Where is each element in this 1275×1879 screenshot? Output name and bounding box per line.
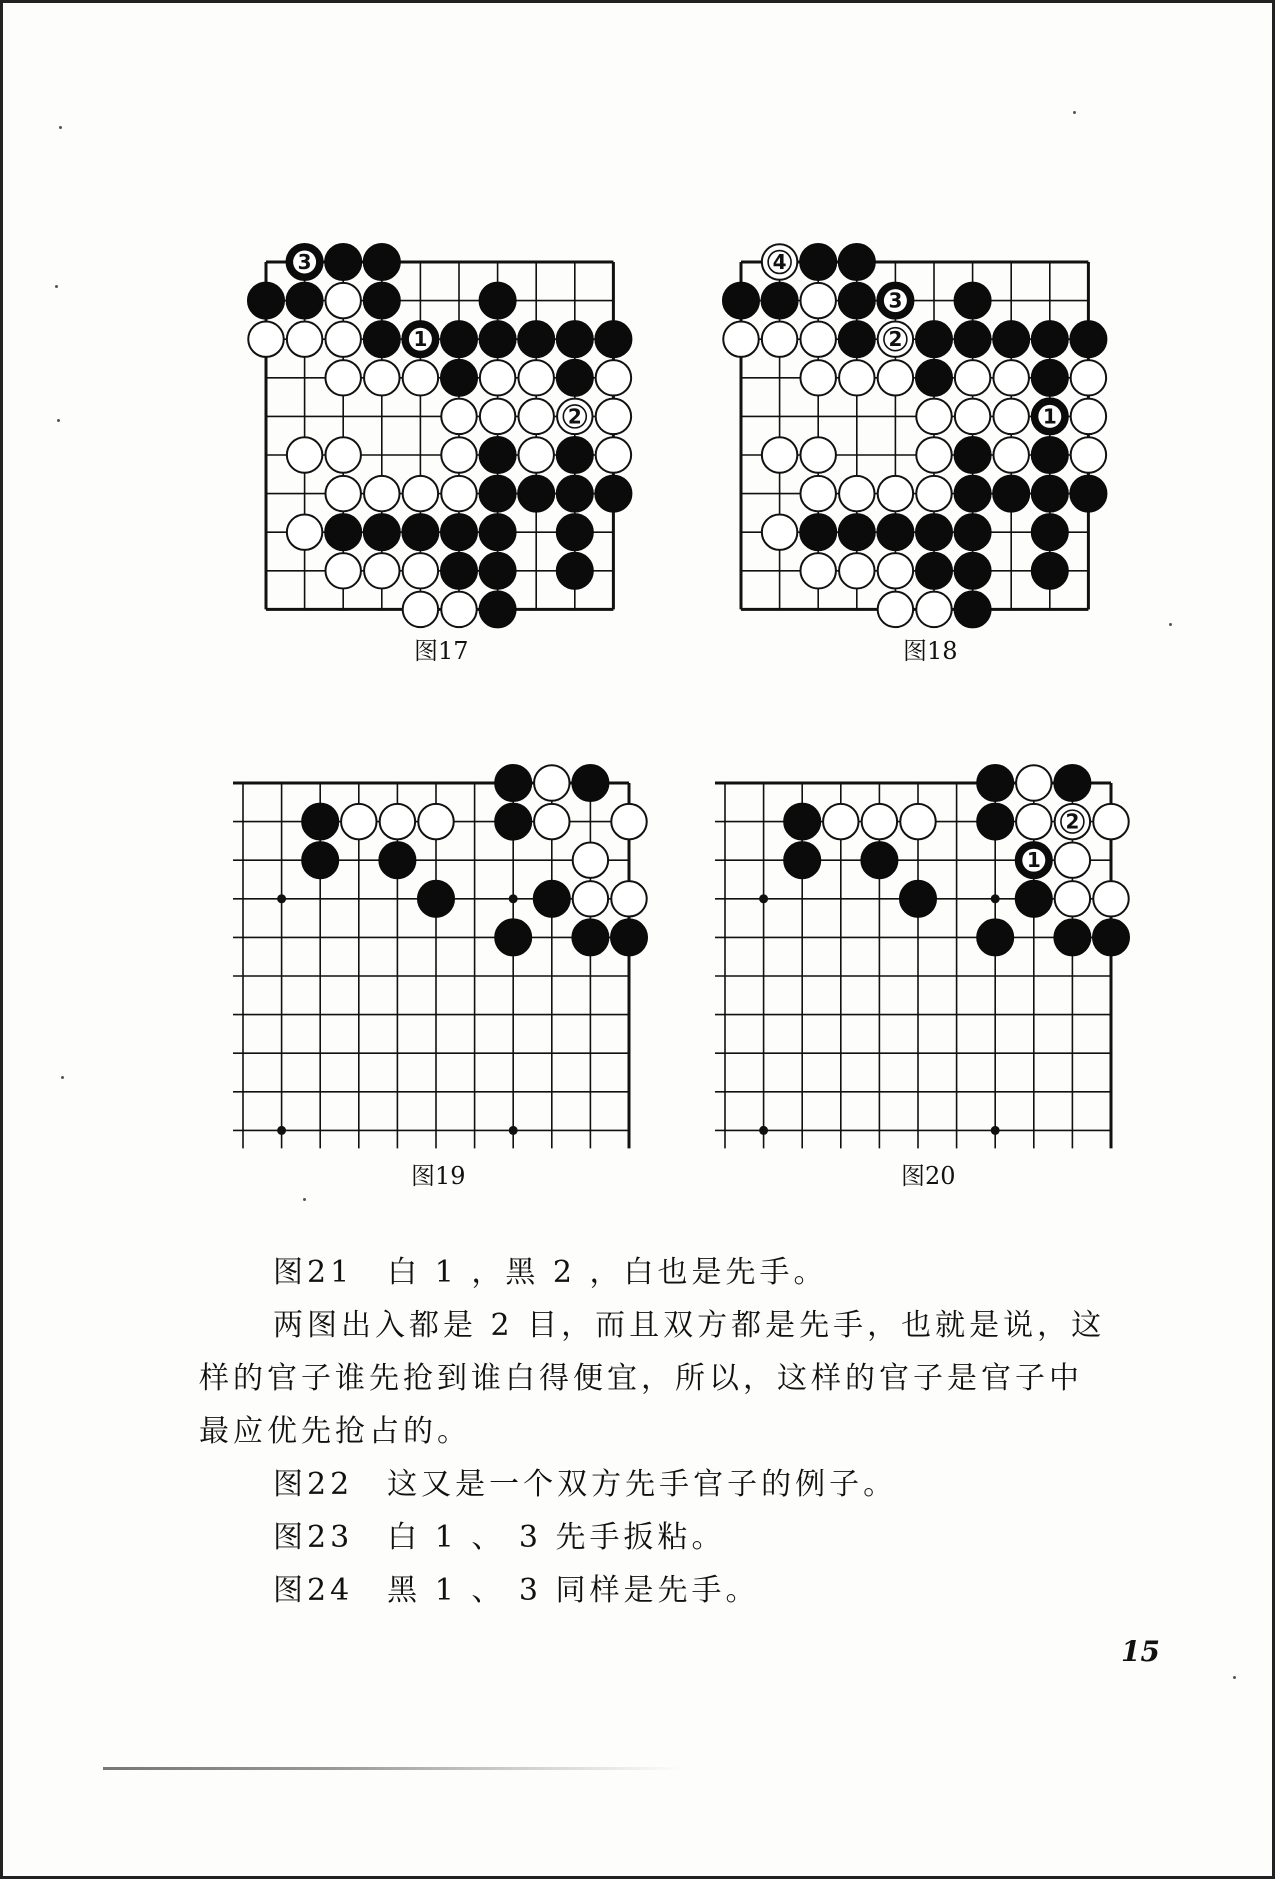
white-stone xyxy=(573,842,608,877)
move-number-label: 1 xyxy=(413,327,428,352)
figure-caption-19: 图19 xyxy=(411,1162,466,1190)
white-stone xyxy=(916,437,951,472)
black-stone xyxy=(954,514,991,551)
black-stone xyxy=(993,475,1030,512)
black-stone xyxy=(417,880,454,917)
black-stone xyxy=(1031,514,1068,551)
white-stone xyxy=(878,592,913,627)
black-stone xyxy=(572,919,609,956)
white-stone xyxy=(534,765,569,800)
move-number-label: 4 xyxy=(772,250,787,274)
star-point xyxy=(277,894,286,903)
white-stone xyxy=(800,553,835,588)
white-stone xyxy=(1071,360,1106,395)
star-point xyxy=(759,1126,768,1135)
black-stone xyxy=(1015,842,1052,879)
black-stone xyxy=(440,321,477,358)
white-stone xyxy=(993,360,1028,395)
white-stone xyxy=(1016,804,1051,839)
black-stone xyxy=(479,591,516,628)
black-stone xyxy=(479,475,516,512)
move-number-label: 2 xyxy=(1065,809,1080,834)
black-stone xyxy=(479,436,516,473)
go-diagram-fig17 xyxy=(246,240,646,630)
black-stone xyxy=(1015,880,1052,917)
black-stone xyxy=(977,919,1014,956)
white-stone xyxy=(1071,437,1106,472)
black-stone xyxy=(954,321,991,358)
black-stone xyxy=(1031,359,1068,396)
white-stone xyxy=(878,321,913,356)
black-stone xyxy=(800,514,837,551)
white-stone xyxy=(1016,765,1051,800)
white-stone xyxy=(325,283,360,318)
white-stone xyxy=(1093,881,1128,916)
black-stone xyxy=(379,842,416,879)
black-stone xyxy=(302,803,339,840)
black-stone xyxy=(495,919,532,956)
white-stone xyxy=(993,399,1028,434)
white-stone xyxy=(573,881,608,916)
white-stone xyxy=(862,804,897,839)
white-stone xyxy=(534,804,569,839)
paragraph-fig23: 图23 白 1 、 3 先手扳粘。 xyxy=(273,1520,726,1555)
black-stone xyxy=(915,552,952,589)
scan-speck xyxy=(303,1198,306,1201)
white-stone xyxy=(441,399,476,434)
black-stone xyxy=(915,514,952,551)
white-stone xyxy=(955,399,990,434)
white-stone xyxy=(248,321,283,356)
black-stone xyxy=(1031,475,1068,512)
figure-caption-20: 图20 xyxy=(901,1162,956,1190)
white-stone xyxy=(596,437,631,472)
black-stone xyxy=(722,282,759,319)
black-stone xyxy=(363,321,400,358)
black-stone xyxy=(761,282,798,319)
white-stone xyxy=(916,592,951,627)
black-stone xyxy=(440,552,477,589)
white-stone xyxy=(611,881,646,916)
go-diagram-fig20 xyxy=(713,761,1133,1161)
black-stone xyxy=(877,282,914,319)
white-stone xyxy=(403,476,438,511)
paragraph-explanation-line1: 两图出入都是 2 目，而且双方都是先手，也就是说，这 xyxy=(273,1308,1106,1343)
white-stone xyxy=(325,476,360,511)
star-point xyxy=(759,894,768,903)
black-stone xyxy=(838,243,875,280)
white-stone xyxy=(1093,804,1128,839)
black-stone xyxy=(556,359,593,396)
black-stone xyxy=(556,514,593,551)
scan-speck xyxy=(1073,111,1076,114)
white-stone xyxy=(518,399,553,434)
white-stone xyxy=(1055,842,1090,877)
black-stone xyxy=(518,475,555,512)
white-stone xyxy=(325,553,360,588)
star-point xyxy=(277,1126,286,1135)
white-stone xyxy=(418,804,453,839)
white-stone xyxy=(403,553,438,588)
move-number-label: 1 xyxy=(1026,848,1041,873)
black-stone xyxy=(1031,436,1068,473)
star-point xyxy=(509,1126,518,1135)
black-stone xyxy=(800,243,837,280)
paragraph-fig24: 图24 黑 1 、 3 同样是先手。 xyxy=(273,1573,760,1608)
scan-speck xyxy=(59,126,62,129)
paragraph-fig21: 图21 白 1 ，黑 2 ，白也是先手。 xyxy=(273,1255,828,1290)
paragraph-explanation-line3: 最应优先抢占的。 xyxy=(199,1414,471,1449)
star-point xyxy=(991,894,1000,903)
white-stone xyxy=(403,592,438,627)
move-number-label: 2 xyxy=(888,327,903,352)
page-number: 15 xyxy=(1121,1635,1160,1668)
white-stone xyxy=(596,399,631,434)
black-stone xyxy=(402,321,439,358)
black-stone xyxy=(954,552,991,589)
black-stone xyxy=(977,803,1014,840)
black-stone xyxy=(1054,919,1091,956)
black-stone xyxy=(954,282,991,319)
bottom-rule xyxy=(103,1767,683,1770)
star-point xyxy=(509,894,518,903)
black-stone xyxy=(495,803,532,840)
black-stone xyxy=(915,321,952,358)
white-stone xyxy=(723,321,758,356)
black-stone xyxy=(440,359,477,396)
black-stone xyxy=(977,764,1014,801)
white-stone xyxy=(878,553,913,588)
black-stone xyxy=(1070,475,1107,512)
move-number-label: 3 xyxy=(297,250,312,274)
black-stone xyxy=(556,475,593,512)
black-stone xyxy=(954,436,991,473)
white-stone xyxy=(993,437,1028,472)
white-stone xyxy=(1055,881,1090,916)
white-stone xyxy=(878,360,913,395)
white-stone xyxy=(878,476,913,511)
white-stone xyxy=(955,360,990,395)
white-stone xyxy=(480,399,515,434)
black-stone xyxy=(479,282,516,319)
white-stone xyxy=(364,476,399,511)
white-stone xyxy=(287,437,322,472)
black-stone xyxy=(556,436,593,473)
black-stone xyxy=(915,359,952,396)
white-stone xyxy=(839,553,874,588)
white-stone xyxy=(441,437,476,472)
scan-speck xyxy=(1233,1676,1236,1679)
black-stone xyxy=(838,282,875,319)
black-stone xyxy=(595,475,632,512)
board-grid xyxy=(741,262,1088,609)
white-stone xyxy=(325,437,360,472)
scan-speck xyxy=(57,419,60,422)
white-stone xyxy=(325,321,360,356)
black-stone xyxy=(861,842,898,879)
go-diagram-fig18 xyxy=(721,240,1121,630)
white-stone xyxy=(287,321,322,356)
black-stone xyxy=(440,514,477,551)
white-stone xyxy=(762,321,797,356)
black-stone xyxy=(302,842,339,879)
figure-caption-18: 图18 xyxy=(903,637,958,665)
white-stone xyxy=(916,399,951,434)
black-stone xyxy=(1054,764,1091,801)
black-stone xyxy=(533,880,570,917)
scan-speck xyxy=(1169,623,1172,626)
black-stone xyxy=(363,514,400,551)
black-stone xyxy=(325,243,362,280)
white-stone xyxy=(364,360,399,395)
white-stone xyxy=(441,592,476,627)
scan-speck xyxy=(55,285,58,288)
white-stone xyxy=(325,360,360,395)
board-grid xyxy=(266,262,613,609)
black-stone xyxy=(595,321,632,358)
white-stone xyxy=(341,804,376,839)
black-stone xyxy=(325,514,362,551)
white-stone xyxy=(518,360,553,395)
go-diagram-fig19 xyxy=(231,761,651,1161)
black-stone xyxy=(247,282,284,319)
white-stone xyxy=(800,437,835,472)
white-stone xyxy=(900,804,935,839)
black-stone xyxy=(556,321,593,358)
white-stone xyxy=(1055,804,1090,839)
black-stone xyxy=(286,243,323,280)
white-stone xyxy=(823,804,858,839)
move-number-label: 3 xyxy=(888,288,903,313)
move-number-label: 2 xyxy=(567,404,582,429)
white-stone xyxy=(441,476,476,511)
black-stone xyxy=(877,514,914,551)
white-stone xyxy=(611,804,646,839)
white-stone xyxy=(839,360,874,395)
black-stone xyxy=(556,552,593,589)
black-stone xyxy=(1031,321,1068,358)
black-stone xyxy=(495,764,532,801)
black-stone xyxy=(838,514,875,551)
paragraph-explanation-line2: 样的官子谁先抢到谁白得便宜，所以，这样的官子是官子中 xyxy=(199,1361,1083,1396)
white-stone xyxy=(800,321,835,356)
white-stone xyxy=(800,476,835,511)
star-point xyxy=(991,1126,1000,1135)
white-stone xyxy=(839,476,874,511)
paragraph-fig22: 图22 这又是一个双方先手官子的例子。 xyxy=(273,1467,898,1502)
black-stone xyxy=(479,321,516,358)
black-stone xyxy=(363,282,400,319)
white-stone xyxy=(480,360,515,395)
white-stone xyxy=(287,514,322,549)
black-stone xyxy=(572,764,609,801)
white-stone xyxy=(1071,399,1106,434)
black-stone xyxy=(479,514,516,551)
white-stone xyxy=(800,360,835,395)
black-stone xyxy=(610,919,647,956)
white-stone xyxy=(518,437,553,472)
black-stone xyxy=(1092,919,1129,956)
white-stone xyxy=(557,399,592,434)
black-stone xyxy=(363,243,400,280)
black-stone xyxy=(993,321,1030,358)
move-number-label: 1 xyxy=(1042,404,1057,429)
black-stone xyxy=(518,321,555,358)
black-stone xyxy=(1031,398,1068,435)
black-stone xyxy=(954,591,991,628)
black-stone xyxy=(402,514,439,551)
white-stone xyxy=(403,360,438,395)
black-stone xyxy=(286,282,323,319)
black-stone xyxy=(838,321,875,358)
black-stone xyxy=(1031,552,1068,589)
black-stone xyxy=(784,842,821,879)
black-stone xyxy=(479,552,516,589)
white-stone xyxy=(762,514,797,549)
black-stone xyxy=(899,880,936,917)
figure-caption-17: 图17 xyxy=(414,637,469,665)
white-stone xyxy=(762,244,797,279)
white-stone xyxy=(596,360,631,395)
white-stone xyxy=(380,804,415,839)
black-stone xyxy=(954,475,991,512)
white-stone xyxy=(364,553,399,588)
white-stone xyxy=(762,437,797,472)
scan-speck xyxy=(61,1076,64,1079)
white-stone xyxy=(916,476,951,511)
black-stone xyxy=(1070,321,1107,358)
black-stone xyxy=(784,803,821,840)
white-stone xyxy=(800,283,835,318)
